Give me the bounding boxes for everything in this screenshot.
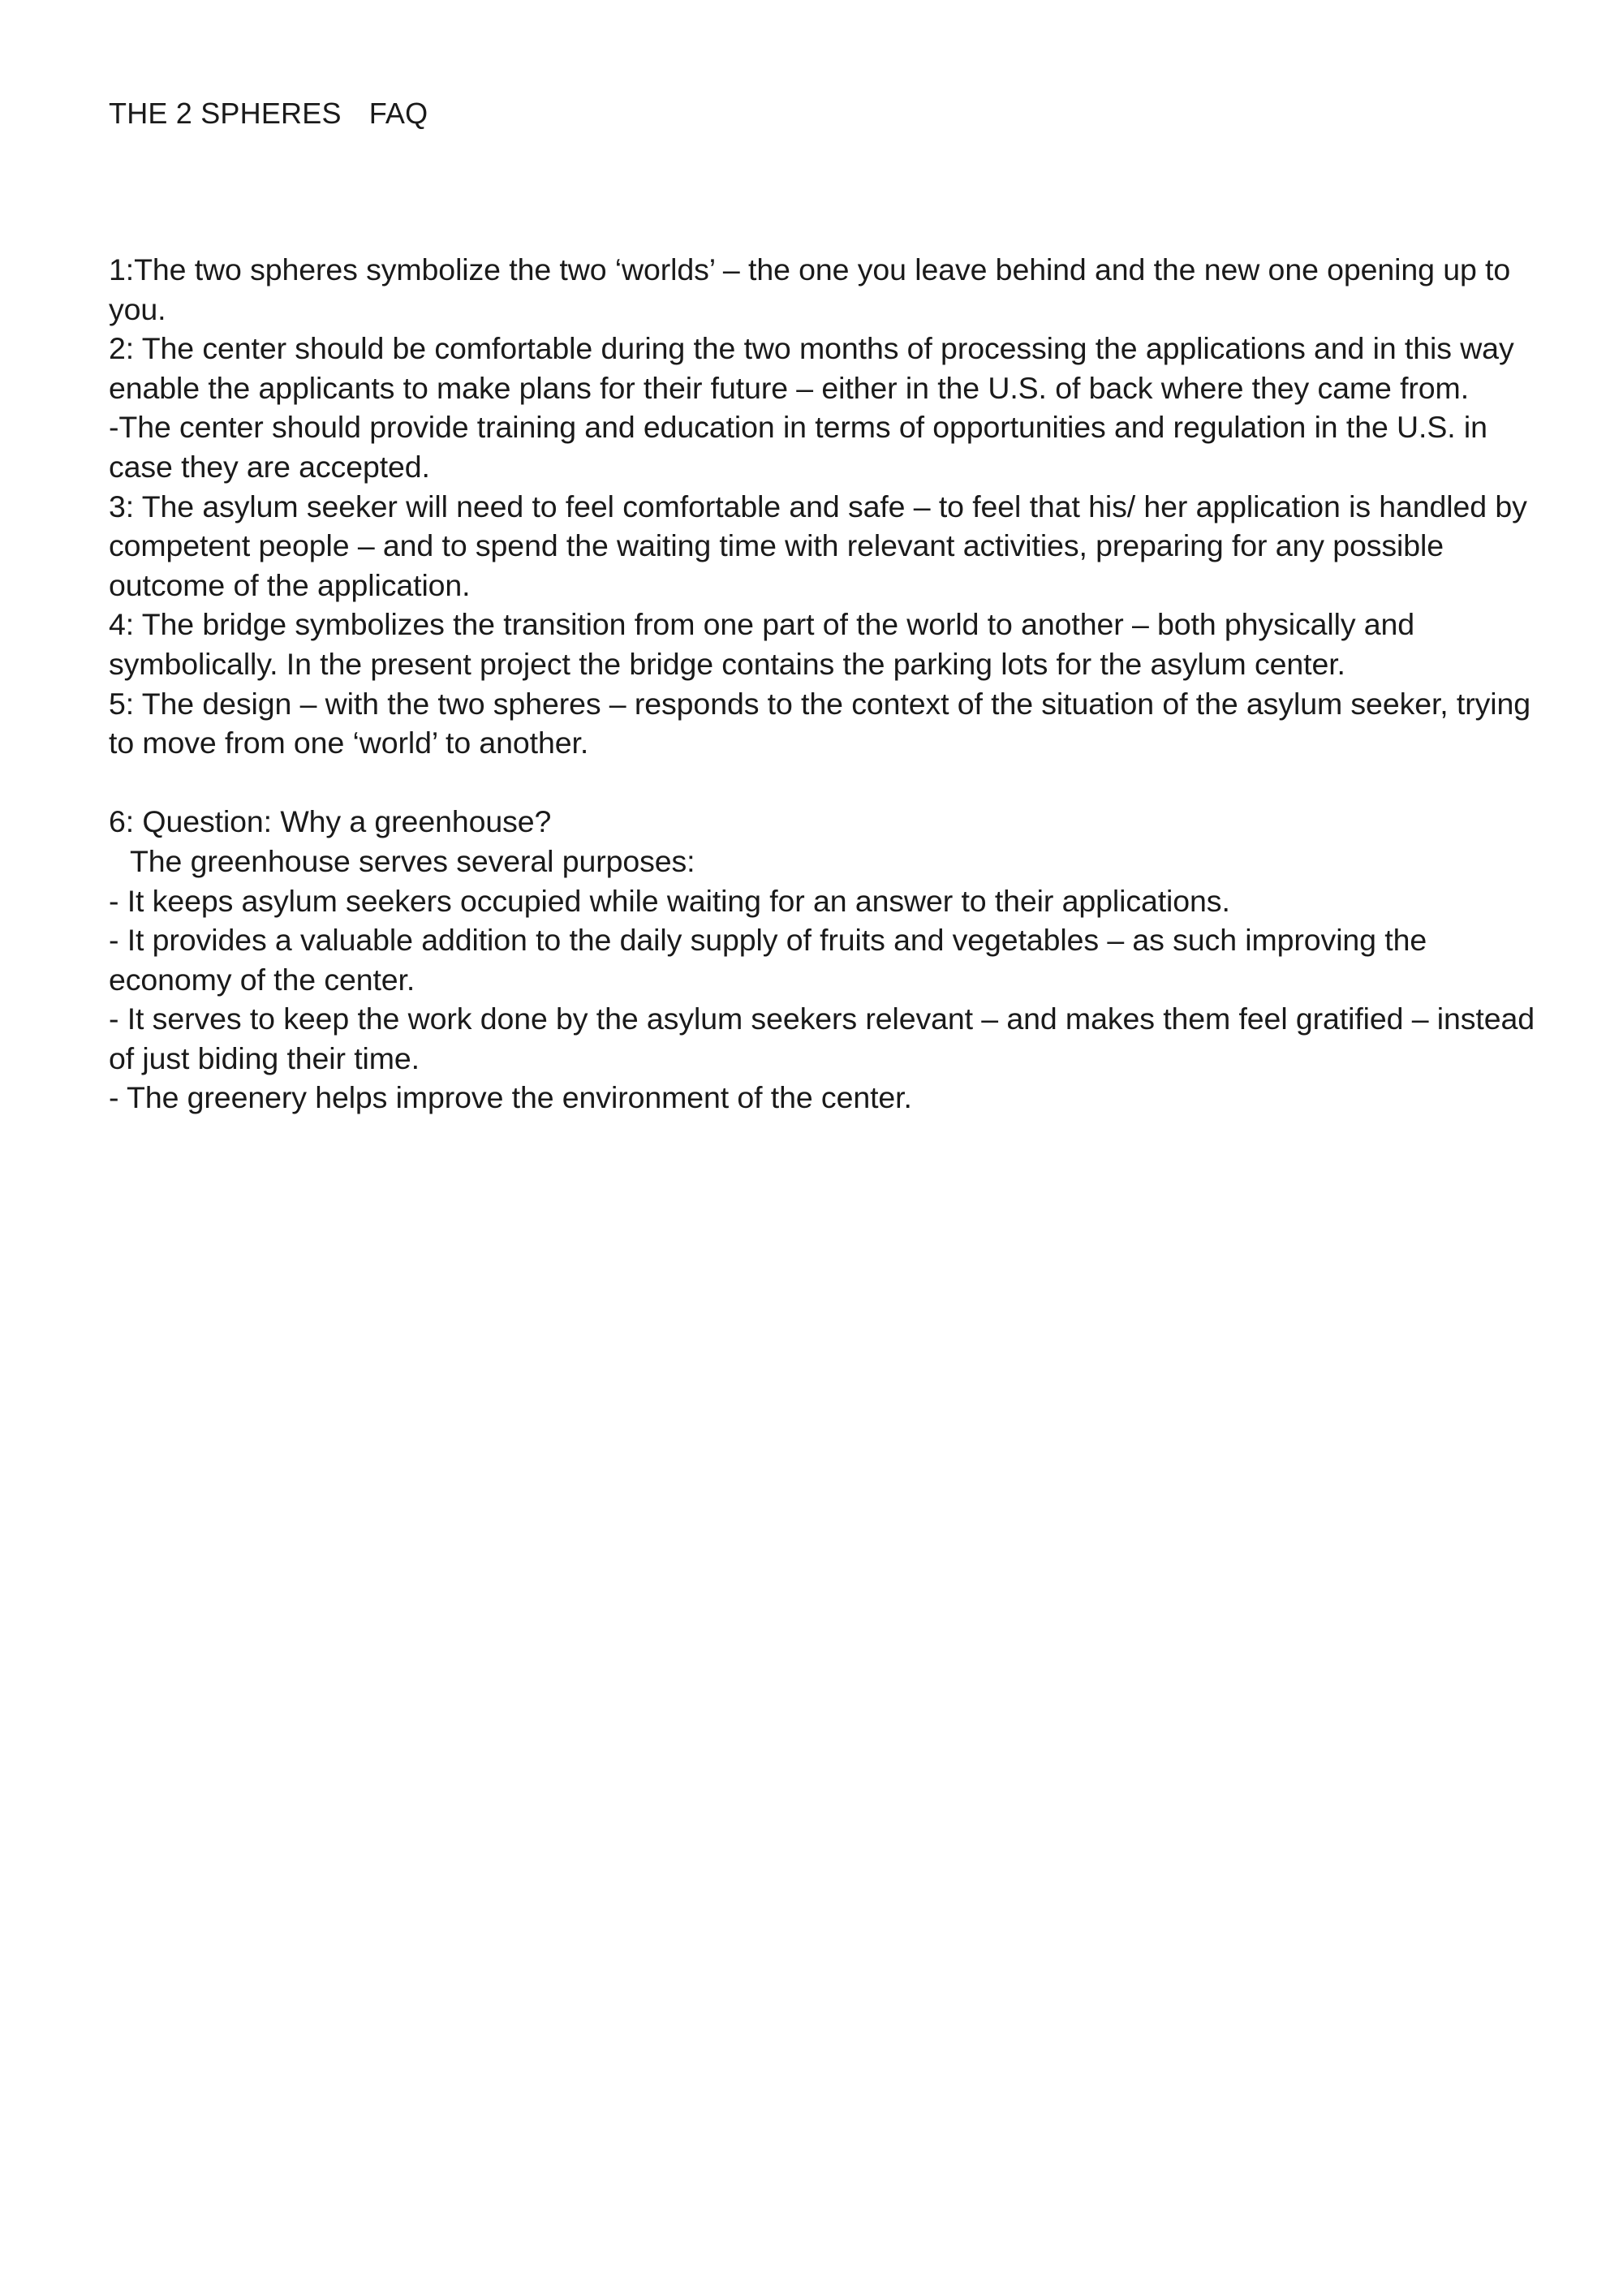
faq-answer-4: 4: The bridge symbolizes the transition from one part of the world to another – both physically and symbolically. In the present project the bridge contains the parking lots for the asylum center. — [109, 607, 1415, 681]
faq-body — [109, 250, 1553, 1118]
faq-answer-5: 5: The design – with the two spheres – responds to the context of the situation of the asylum seeker, trying to move from one ‘world’ to another. — [109, 686, 1531, 760]
faq-answer-6-item: - The greenery helps improve the environment of the center. — [109, 1080, 912, 1115]
faq-answer-6-intro: The greenhouse serves several purposes: — [130, 843, 695, 878]
faq-answer-6-item: - It serves to keep the work done by the asylum seekers relevant – and makes them feel gratified – instead of just biding their time. — [109, 1002, 1535, 1075]
paragraph-gap — [109, 763, 1553, 803]
faq-answer-3: 3: The asylum seeker will need to feel comfortable and safe – to feel that his/ her application is handled by competent people – and to spend the waiting time with relevant activities, preparing for any possible outcome of the application. — [109, 489, 1527, 602]
faq-answer-6-item: - It provides a valuable addition to the daily supply of fruits and vegetables – as such improving the economy of the center. — [109, 923, 1427, 997]
faq-answer-2: 2: The center should be comfortable during the two months of processing the applications and in this way enable the applicants to make plans for their future – either in the U.S. of back where they came from. — [109, 331, 1514, 405]
document-title: THE 2 SPHERES — [109, 97, 342, 130]
faq-answer-6-item: - It keeps asylum seekers occupied while waiting for an answer to their applications. — [109, 883, 1230, 918]
section-label: FAQ — [368, 97, 428, 130]
faq-question-6: 6: Question: Why a greenhouse? — [109, 804, 552, 839]
faq-answer-1: 1:The two spheres symbolize the two ‘worlds’ – the one you leave behind and the new one opening up to you. — [109, 252, 1511, 326]
faq-answer-2-extra: -The center should provide training and education in terms of opportunities and regulation in the U.S. in case they are accepted. — [109, 410, 1487, 484]
page-header — [109, 94, 428, 133]
